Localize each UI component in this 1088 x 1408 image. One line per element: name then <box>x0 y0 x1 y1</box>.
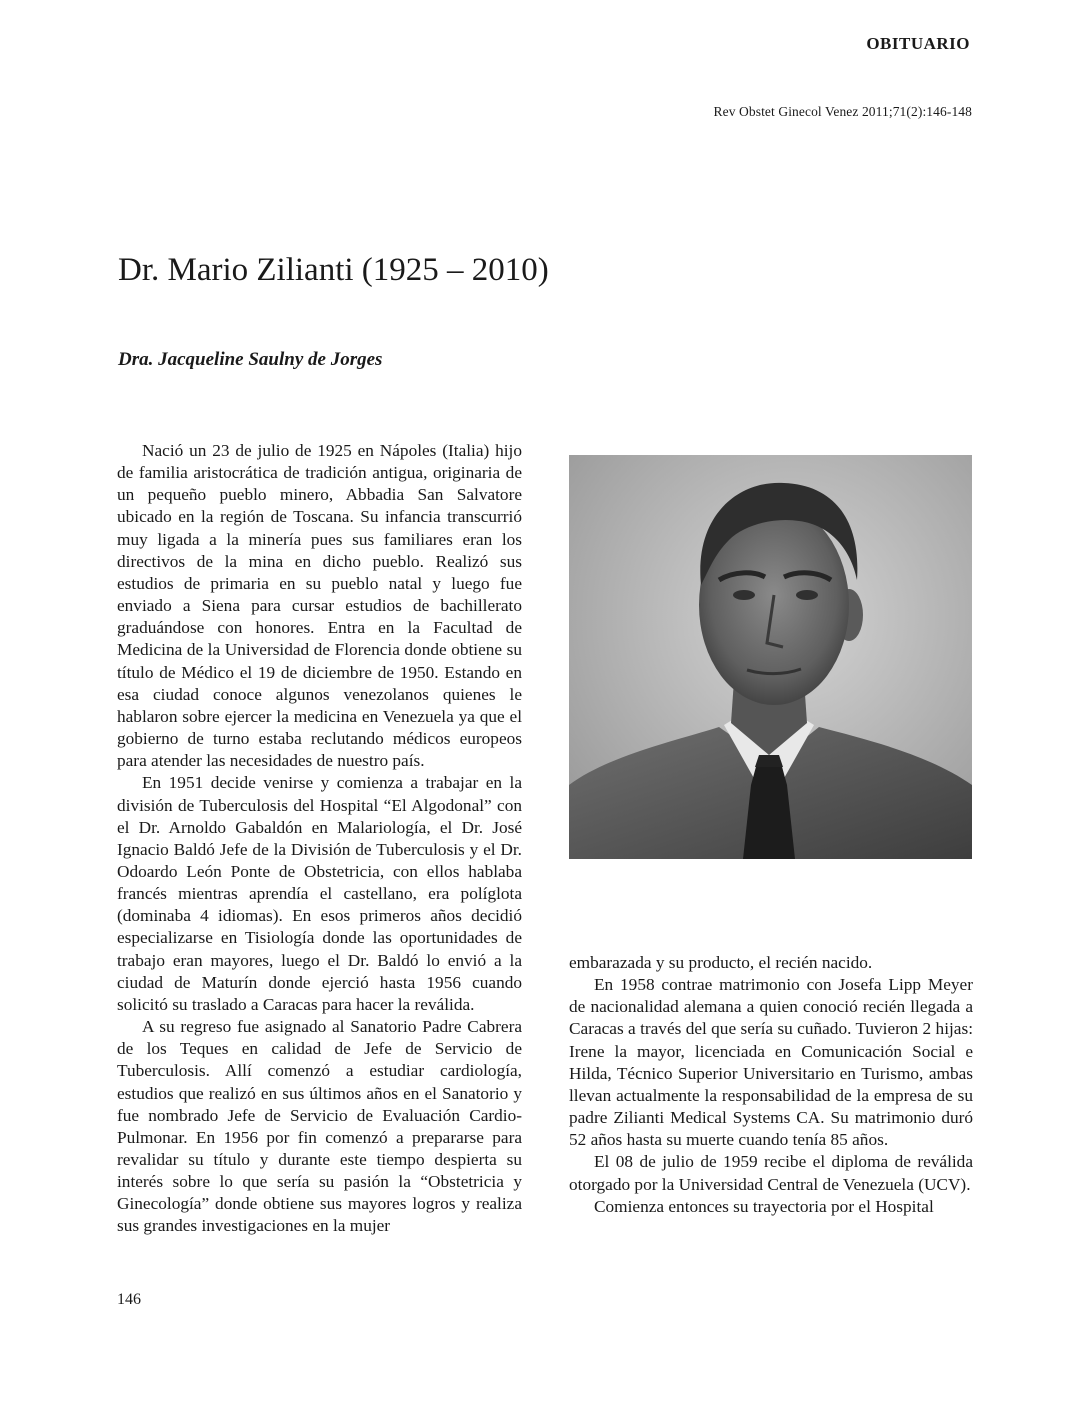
paragraph: A su regreso fue asignado al Sanatorio Padre Cabrera de los Teques en calidad de Jefe de Servicio de Tuberculosis. Allí comenzó a estudiar cardiología, estudios que realizó en sus últimos años en el Sanatorio y fue nombrado Jefe de Servicio de Evaluación Cardio-Pulmonar. En 1956 por fin comenzó a prepararse para revalidar su título y durante este tiempo despierta su interés sobre lo que sería su pasión la “Obstetricia y Ginecología” donde obtiene sus mayores logros y realiza sus grandes investigaciones en la mujer <box>117 1017 522 1236</box>
portrait-illustration <box>569 455 972 859</box>
paragraph: Comienza entonces su trayectoria por el Hospital <box>594 1196 934 1216</box>
article-title: Dr. Mario Zilianti (1925 – 2010) <box>118 252 549 288</box>
journal-citation: Rev Obstet Ginecol Venez 2011;71(2):146-148 <box>713 104 972 119</box>
paragraph: En 1951 decide venirse y comienza a trabajar en la división de Tuberculosis del Hospital “El Algodonal” con el Dr. Arnoldo Gabaldón en Malariología, el Dr. José Ignacio Baldó Jefe de la División de Tuberculosis y el Dr. Odoardo León Ponte de Obstetricia, con ellos hablaba francés mientras aprendía el castellano, era políglota (dominaba 4 idiomas). En esos primeros años decidió especializarse en Tisiología donde las oportunidades de trabajo eran mayores, luego el Dr. Baldó lo envió a la ciudad de Maturín donde ejerció hasta 1956 cuando solicitó su traslado a Caracas para hacer la reválida. <box>117 773 522 1014</box>
right-column <box>569 952 973 1218</box>
page-number: 146 <box>117 1291 141 1308</box>
section-label: OBITUARIO <box>866 34 970 53</box>
portrait-photo <box>569 455 972 859</box>
paragraph: embarazada y su producto, el recién nacido. <box>569 953 873 972</box>
article-author: Dra. Jacqueline Saulny de Jorges <box>118 349 383 370</box>
paragraph: En 1958 contrae matrimonio con Josefa Lipp Meyer de nacionalidad alemana a quien conoció recién llegada a Caracas a través del que sería su cuñado. Tuvieron 2 hijas: Irene la mayor, licenciada en Comunicación Social e Hilda, Técnico Superior Universitario en Turismo, ambas llevan actualmente la responsabilidad de la empresa de su padre Zilianti Medical Systems CA. Su matrimonio duró 52 años hasta su muerte cuando tenía 85 años. <box>569 975 973 1150</box>
paragraph: El 08 de julio de 1959 recibe el diploma de reválida otorgado por la Universidad Central de Venezuela (UCV). <box>569 1152 973 1194</box>
left-column <box>117 440 522 1238</box>
paragraph: Nació un 23 de julio de 1925 en Nápoles (Italia) hijo de familia aristocrática de tradición antigua, originaria de un pequeño pueblo minero, Abbadia San Salvatore ubicado en la región de Toscana. Su infancia transcurrió muy ligada a la minería pues sus familiares eran los directivos de la mina en dicho pueblo. Realizó sus estudios de primaria en su pueblo natal y luego fue enviado a Siena para cursar estudios de bachillerato graduándose con honores. Entra en la Facultad de Medicina de la Universidad de Florencia donde obtiene su título de Médico el 19 de diciembre de 1950. Estando en esa ciudad conoce algunos venezolanos quienes le hablaron sobre ejercer la medicina en Venezuela ya que el gobierno de turno estaba reclutando médicos europeos para atender las necesidades de nuestro país. <box>117 441 522 771</box>
